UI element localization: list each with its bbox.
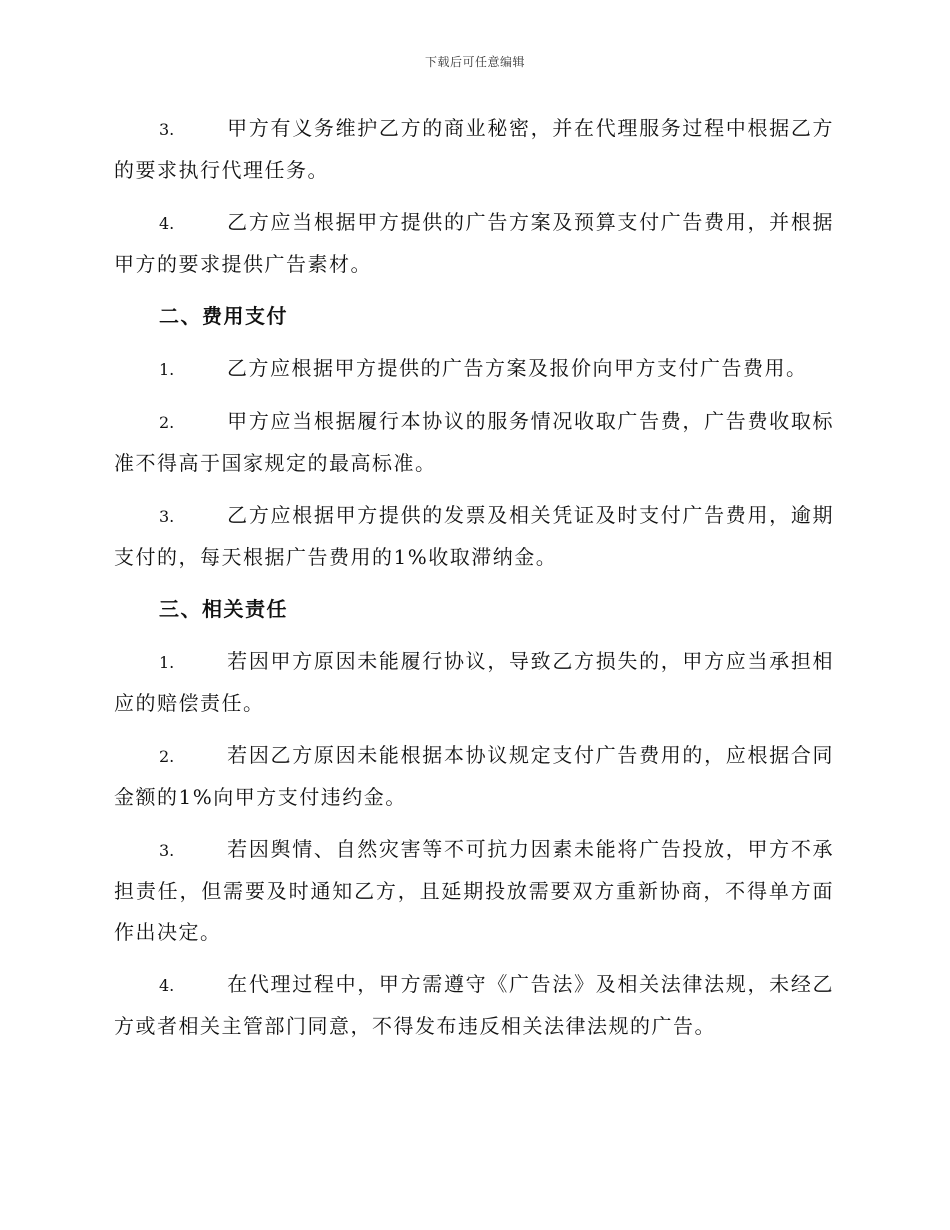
section-heading: 二、费用支付: [159, 304, 288, 328]
clause-text: 若因甲方原因未能履行协议，导致乙方损失的，甲方应当承担相应的赔偿责任。: [114, 649, 834, 715]
clause-number: 3.: [159, 841, 175, 860]
document-body: [114, 108, 834, 1058]
clause-number: 1.: [159, 653, 175, 672]
clause-text: 乙方应当根据甲方提供的广告方案及预算支付广告费用，并根据甲方的要求提供广告素材。: [114, 210, 834, 276]
clause-number: 2.: [159, 413, 175, 432]
clause-text: 若因乙方原因未能根据本协议规定支付广告费用的，应根据合同金额的1%向甲方支付违约金。: [114, 743, 834, 809]
clause-number: 3.: [159, 507, 175, 526]
clause-text: 甲方有义务维护乙方的商业秘密，并在代理服务过程中根据乙方的要求执行代理任务。: [114, 116, 834, 182]
section-heading: 三、相关责任: [159, 597, 288, 621]
clause-number: 1.: [159, 360, 175, 379]
clause-text: 若因舆情、自然灾害等不可抗力因素未能将广告投放，甲方不承担责任，但需要及时通知乙方，且延期投放需要双方重新协商，不得单方面作出决定。: [114, 837, 834, 944]
clause-text: 在代理过程中，甲方需遵守《广告法》及相关法律法规，未经乙方或者相关主管部门同意，不得发布违反相关法律法规的广告。: [114, 972, 834, 1038]
clause-number: 2.: [159, 747, 175, 766]
clause-item: [114, 641, 834, 724]
clause-number: 4.: [159, 976, 175, 995]
clause-item: [114, 495, 834, 578]
clause-item: [114, 108, 834, 191]
clause-item: [114, 735, 834, 818]
clause-text: 甲方应当根据履行本协议的服务情况收取广告费，广告费收取标准不得高于国家规定的最高标准。: [114, 409, 834, 475]
clause-item: [114, 829, 834, 953]
clause-item: [114, 348, 834, 390]
clause-item: [114, 202, 834, 285]
clause-number: 3.: [159, 120, 175, 139]
clause-item: [114, 964, 834, 1047]
clause-text: 乙方应根据甲方提供的发票及相关凭证及时支付广告费用，逾期支付的，每天根据广告费用的1%收取滞纳金。: [114, 503, 834, 569]
clause-number: 4.: [159, 214, 175, 233]
page-header: 下载后可任意编辑: [424, 55, 525, 69]
clause-item: [114, 401, 834, 484]
clause-text: 乙方应根据甲方提供的广告方案及报价向甲方支付广告费用。: [227, 356, 808, 380]
